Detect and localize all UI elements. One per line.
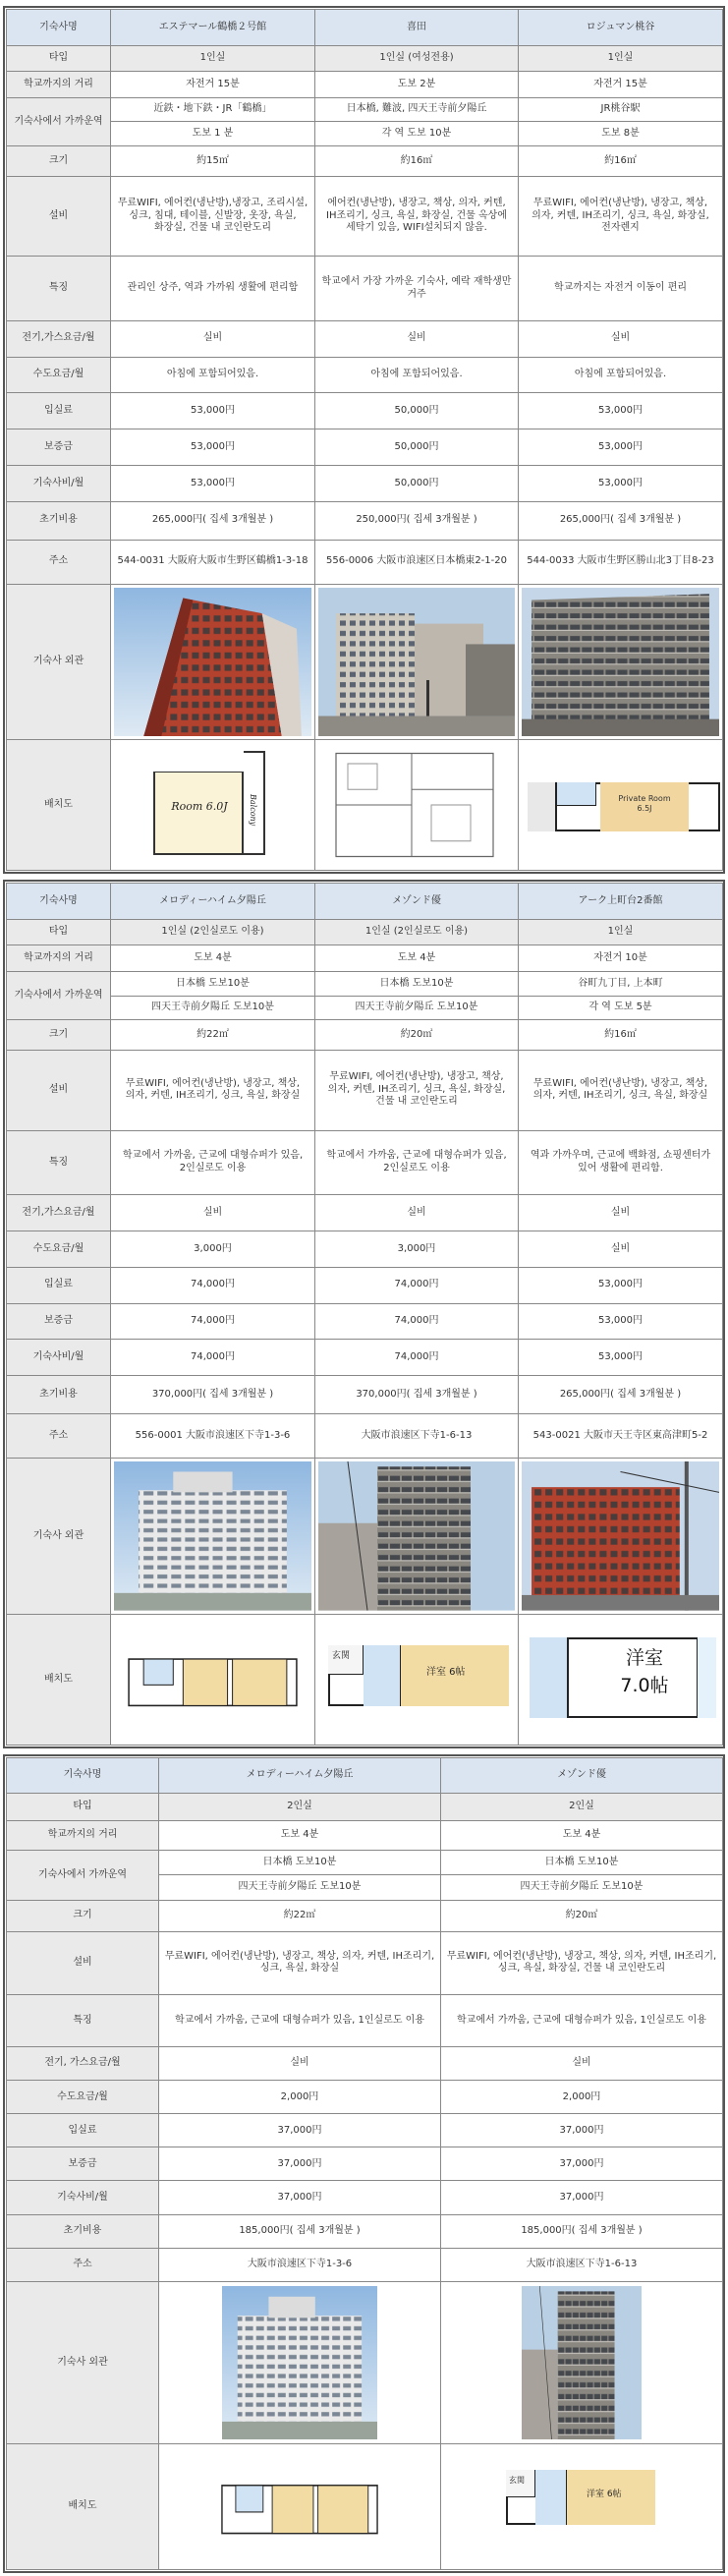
plan-room-label: Room 6.0J <box>171 800 228 814</box>
label-name: 기숙사명 <box>7 1758 159 1794</box>
label-station: 기숙사에서 가까운역 <box>7 972 111 1020</box>
label-initial: 초기비용 <box>7 501 111 540</box>
address: 大阪市浪速区下寺1-3-6 <box>159 2248 441 2281</box>
station-line-2: 각 역 도보 10분 <box>315 122 519 146</box>
building-photo <box>114 588 311 736</box>
row-name <box>7 1758 723 1794</box>
facilities: 무료WIFI, 에어컨(냉난방), 냉장고, 책상, 의자, 커텐, IH조리기, 싱크, 욕실, 화장실, 건물 내 코인란도리 <box>441 1931 723 1994</box>
row-facilities <box>7 176 723 257</box>
station-line-2: 도보 1 분 <box>111 122 315 146</box>
label-deposit: 보증금 <box>7 429 111 466</box>
building-photo <box>318 588 515 736</box>
entry-fee: 74,000円 <box>111 1267 315 1303</box>
station-line-2: 四天王寺前夕陽丘 도보10분 <box>159 1875 441 1901</box>
label-distance: 학교까지의 거리 <box>7 945 111 972</box>
label-station: 기숙사에서 가까운역 <box>7 1850 159 1900</box>
entry-fee: 53,000円 <box>111 393 315 429</box>
exterior-photo-cell <box>315 1459 519 1615</box>
exterior-photo-cell <box>111 584 315 739</box>
row-exterior <box>7 2281 723 2443</box>
row-distance <box>7 1820 723 1850</box>
initial-cost: 185,000円( 집세 3개월분 ) <box>159 2214 441 2248</box>
row-type <box>7 919 723 945</box>
floor-plan-cell <box>315 740 519 871</box>
initial-cost: 265,000円( 집세 3개월분 ) <box>519 1376 723 1414</box>
dorm-name: メゾンド優 <box>315 884 519 920</box>
row-water <box>7 357 723 393</box>
utilities: 실비 <box>159 2047 441 2081</box>
floor-plan <box>208 2448 391 2565</box>
station-line-1: 日本橋, 難波, 四天王寺前夕陽丘 <box>315 97 519 122</box>
label-exterior: 기숙사 외관 <box>7 584 111 739</box>
row-rent <box>7 466 723 502</box>
utilities: 실비 <box>519 320 723 357</box>
entry-fee: 53,000円 <box>519 393 723 429</box>
room-type: 1인실 (2인실로도 이용) <box>111 919 315 945</box>
station-line-1: 近鉄・地下鉄・JR「鶴橋」 <box>111 97 315 122</box>
distance: 자전거 15분 <box>111 72 315 98</box>
water: 3,000円 <box>315 1231 519 1267</box>
label-address: 주소 <box>7 540 111 584</box>
deposit: 53,000円 <box>111 429 315 466</box>
address: 556-0001 大阪市浪速区下寺1-3-6 <box>111 1414 315 1459</box>
room-type: 1인실 <box>519 919 723 945</box>
label-facilities: 설비 <box>7 1050 111 1130</box>
label-deposit: 보증금 <box>7 1303 111 1340</box>
exterior-photo-cell <box>519 1459 723 1615</box>
entry-fee: 53,000円 <box>519 1267 723 1303</box>
plan-room-label: 洋室 6帖 <box>426 1666 466 1678</box>
label-initial: 초기비용 <box>7 2214 159 2248</box>
row-deposit <box>7 429 723 466</box>
label-address: 주소 <box>7 1414 111 1459</box>
floor-plan <box>500 2448 663 2565</box>
building-photo <box>222 2286 377 2439</box>
row-exterior <box>7 1459 723 1615</box>
exterior-photo-cell <box>159 2281 441 2443</box>
label-rent: 기숙사비/월 <box>7 2181 159 2214</box>
station-line-2: 각 역 도보 5분 <box>519 996 723 1020</box>
room-type: 1인실 <box>519 45 723 72</box>
row-name <box>7 10 723 46</box>
deposit: 74,000円 <box>315 1303 519 1340</box>
building-photo <box>114 1461 311 1611</box>
distance: 자전거 10분 <box>519 945 723 972</box>
row-address <box>7 2248 723 2281</box>
floor-plan <box>114 1618 311 1742</box>
rent: 53,000円 <box>111 466 315 502</box>
row-layout <box>7 2443 723 2569</box>
label-size: 크기 <box>7 145 111 176</box>
row-facilities <box>7 1050 723 1130</box>
row-name <box>7 884 723 920</box>
label-utilities: 전기, 가스요금/월 <box>7 2047 159 2081</box>
label-type: 타입 <box>7 919 111 945</box>
floor-plan <box>522 1618 719 1742</box>
floor-plan-cell <box>315 1614 519 1745</box>
deposit: 74,000円 <box>111 1303 315 1340</box>
row-station <box>7 972 723 997</box>
station-line-2: 四天王寺前夕陽丘 도보10분 <box>111 996 315 1020</box>
facilities: 에어컨(냉난방), 냉장고, 책상, 의자, 커텐, IH조리기, 싱크, 욕실, 화장실, 건물 옥상에 세탁기 있음, WIFI설치되지 않음. <box>315 176 519 257</box>
station-line-1: JR桃谷駅 <box>519 97 723 122</box>
exterior-photo-cell <box>315 584 519 739</box>
floor-plan <box>522 743 719 867</box>
row-layout <box>7 740 723 871</box>
size: 約22㎡ <box>111 1020 315 1051</box>
plan-room-label: Private Room 6.5J <box>618 794 671 813</box>
station-line-1: 日本橋 도보10분 <box>315 972 519 997</box>
plan-room-size: 7.0帖 <box>620 1674 669 1696</box>
row-entry <box>7 393 723 429</box>
distance: 도보 4분 <box>159 1820 441 1850</box>
station-line-1: 谷町九丁目, 上本町 <box>519 972 723 997</box>
label-type: 타입 <box>7 1794 159 1821</box>
facilities: 무료WIFI, 에어컨(냉난방), 냉장고, 책상, 의자, 커텐, IH조리기, 싱크, 욕실, 화장실, 건물 내 코인란도리 <box>315 1050 519 1130</box>
label-exterior: 기숙사 외관 <box>7 1459 111 1615</box>
row-type <box>7 1794 723 1821</box>
label-water: 수도요금/월 <box>7 357 111 393</box>
row-utilities <box>7 2047 723 2081</box>
address: 544-0031 大阪府大阪市生野区鶴橋1-3-18 <box>111 540 315 584</box>
row-station-2 <box>7 122 723 146</box>
dorm-table-1 <box>6 9 723 871</box>
room-type: 2인실 <box>159 1794 441 1821</box>
label-layout: 배치도 <box>7 740 111 871</box>
label-size: 크기 <box>7 1900 159 1931</box>
exterior-photo-cell <box>519 584 723 739</box>
row-deposit <box>7 1303 723 1340</box>
building-photo <box>522 2286 642 2439</box>
deposit: 37,000円 <box>441 2147 723 2181</box>
row-utilities <box>7 1195 723 1231</box>
label-name: 기숙사명 <box>7 10 111 46</box>
row-features <box>7 257 723 320</box>
water: 실비 <box>519 1231 723 1267</box>
floor-plan <box>318 1618 515 1742</box>
row-water <box>7 2081 723 2114</box>
row-initial <box>7 501 723 540</box>
features: 학교에서 가장 가까운 기숙사, 예락 재학생만 거주 <box>315 257 519 320</box>
size: 約16㎡ <box>519 1020 723 1051</box>
station-line-1: 日本橋 도보10분 <box>111 972 315 997</box>
dorm-name: ロジュマン桃谷 <box>519 10 723 46</box>
row-water <box>7 1231 723 1267</box>
deposit: 50,000円 <box>315 429 519 466</box>
features: 학교까지는 자전거 이동이 편리 <box>519 257 723 320</box>
initial-cost: 265,000円( 집세 3개월분 ) <box>111 501 315 540</box>
deposit: 53,000円 <box>519 1303 723 1340</box>
address: 大阪市浪速区下寺1-6-13 <box>441 2248 723 2281</box>
size: 約20㎡ <box>315 1020 519 1051</box>
features: 학교에서 가까움, 근교에 대형슈퍼가 있음, 2인실로도 이용 <box>111 1130 315 1194</box>
floor-plan-cell <box>441 2443 723 2569</box>
station-line-2: 도보 8분 <box>519 122 723 146</box>
rent: 37,000円 <box>159 2181 441 2214</box>
utilities: 실비 <box>315 320 519 357</box>
initial-cost: 370,000円( 집세 3개월분 ) <box>111 1376 315 1414</box>
features: 학교에서 가까움, 근교에 대형슈퍼가 있음, 2인실로도 이용 <box>315 1130 519 1194</box>
dorm-name: メゾンド優 <box>441 1758 723 1794</box>
label-utilities: 전기,가스요금/월 <box>7 1195 111 1231</box>
distance: 자전거 15분 <box>519 72 723 98</box>
rent: 50,000円 <box>315 466 519 502</box>
row-address <box>7 1414 723 1459</box>
building-photo <box>522 1461 719 1611</box>
row-size <box>7 1020 723 1051</box>
row-entry <box>7 2114 723 2147</box>
dorm-name: エステマール鶴橋２号館 <box>111 10 315 46</box>
entry-fee: 74,000円 <box>315 1267 519 1303</box>
row-size <box>7 145 723 176</box>
floor-plan-cell <box>519 740 723 871</box>
plan-room-label: 洋室 <box>625 1646 663 1669</box>
floor-plan-cell <box>111 740 315 871</box>
row-address <box>7 540 723 584</box>
size: 約20㎡ <box>441 1900 723 1931</box>
row-station <box>7 97 723 122</box>
row-utilities <box>7 320 723 357</box>
plan-genkan-label: 玄関 <box>332 1650 351 1661</box>
distance: 도보 4분 <box>315 945 519 972</box>
label-size: 크기 <box>7 1020 111 1051</box>
label-rent: 기숙사비/월 <box>7 466 111 502</box>
station-line-1: 日本橋 도보10분 <box>159 1850 441 1875</box>
label-features: 특징 <box>7 1130 111 1194</box>
label-features: 특징 <box>7 257 111 320</box>
dorm-name: アーク上町台2番館 <box>519 884 723 920</box>
utilities: 실비 <box>441 2047 723 2081</box>
label-station: 기숙사에서 가까운역 <box>7 97 111 145</box>
entry-fee: 50,000円 <box>315 393 519 429</box>
row-initial <box>7 2214 723 2248</box>
facilities: 무료WIFI, 에어컨(냉난방),냉장고, 조리시설, 싱크, 침대, 테이블, 신발장, 옷장, 욕실, 화장실, 건물 내 코인란도리 <box>111 176 315 257</box>
label-layout: 배치도 <box>7 1614 111 1745</box>
features: 역과 가까우며, 근교에 백화점, 쇼핑센터가 있어 생활에 편리함. <box>519 1130 723 1194</box>
dorm-table-3 <box>6 1757 723 2570</box>
floor-plan <box>318 743 515 867</box>
rent: 74,000円 <box>315 1340 519 1376</box>
plan-balcony-label: Balcony <box>249 794 257 827</box>
size: 約22㎡ <box>159 1900 441 1931</box>
label-distance: 학교까지의 거리 <box>7 72 111 98</box>
features: 학교에서 가까움, 근교에 대형슈퍼가 있음, 1인실로도 이용 <box>159 1994 441 2046</box>
water: 아침에 포함되어있음. <box>111 357 315 393</box>
station-line-2: 四天王寺前夕陽丘 도보10분 <box>441 1875 723 1901</box>
row-distance <box>7 72 723 98</box>
dorm-name: メロディーハイム夕陽丘 <box>159 1758 441 1794</box>
station-line-1: 日本橋 도보10분 <box>441 1850 723 1875</box>
deposit: 53,000円 <box>519 429 723 466</box>
water: 2,000円 <box>159 2081 441 2114</box>
features: 관리인 상주, 역과 가까워 생활에 편리함 <box>111 257 315 320</box>
dorm-name: 喜田 <box>315 10 519 46</box>
dorm-name: メロディーハイム夕陽丘 <box>111 884 315 920</box>
row-layout <box>7 1614 723 1745</box>
features: 학교에서 가까움, 근교에 대형슈퍼가 있음, 1인실로도 이용 <box>441 1994 723 2046</box>
label-entry: 입실료 <box>7 2114 159 2147</box>
label-name: 기숙사명 <box>7 884 111 920</box>
address: 543-0021 大阪市天王寺区東高津町5-2 <box>519 1414 723 1459</box>
station-line-2: 四天王寺前夕陽丘 도보10분 <box>315 996 519 1020</box>
initial-cost: 265,000円( 집세 3개월분 ) <box>519 501 723 540</box>
label-entry: 입실료 <box>7 393 111 429</box>
label-facilities: 설비 <box>7 1931 159 1994</box>
distance: 도보 2분 <box>315 72 519 98</box>
room-type: 2인실 <box>441 1794 723 1821</box>
row-rent <box>7 1340 723 1376</box>
row-exterior <box>7 584 723 739</box>
row-size <box>7 1900 723 1931</box>
label-address: 주소 <box>7 2248 159 2281</box>
floor-plan-cell <box>519 1614 723 1745</box>
row-facilities <box>7 1931 723 1994</box>
label-entry: 입실료 <box>7 1267 111 1303</box>
initial-cost: 185,000円( 집세 3개월분 ) <box>441 2214 723 2248</box>
room-type: 1인실 (2인실로도 이용) <box>315 919 519 945</box>
row-type <box>7 45 723 72</box>
label-utilities: 전기,가스요금/월 <box>7 320 111 357</box>
building-photo <box>522 588 719 736</box>
exterior-photo-cell <box>111 1459 315 1615</box>
water: 2,000円 <box>441 2081 723 2114</box>
rent: 53,000円 <box>519 1340 723 1376</box>
label-exterior: 기숙사 외관 <box>7 2281 159 2443</box>
facilities: 무료WIFI, 에어컨(냉난방), 냉장고, 책상, 의자, 커텐, IH조리기, 싱크, 욕실, 화장실 <box>519 1050 723 1130</box>
label-water: 수도요금/월 <box>7 1231 111 1267</box>
row-entry <box>7 1267 723 1303</box>
utilities: 실비 <box>315 1195 519 1231</box>
label-facilities: 설비 <box>7 176 111 257</box>
row-initial <box>7 1376 723 1414</box>
facilities: 무료WIFI, 에어컨(냉난방), 냉장고, 책상, 의자, 커텐, IH조리기, 싱크, 욕실, 화장실 <box>111 1050 315 1130</box>
size: 約16㎡ <box>519 145 723 176</box>
row-features <box>7 1994 723 2046</box>
rent: 53,000円 <box>519 466 723 502</box>
size: 約16㎡ <box>315 145 519 176</box>
facilities: 무료WIFI, 에어컨(냉난방), 냉장고, 책상, 의자, 커텐, IH조리기, 싱크, 욕실, 화장실, 전자렌지 <box>519 176 723 257</box>
label-water: 수도요금/월 <box>7 2081 159 2114</box>
label-type: 타입 <box>7 45 111 72</box>
plan-genkan-label: 玄関 <box>509 2475 525 2485</box>
water: 아침에 포함되어있음. <box>315 357 519 393</box>
initial-cost: 370,000円( 집세 3개월분 ) <box>315 1376 519 1414</box>
facilities: 무료WIFI, 에어컨(냉난방), 냉장고, 책상, 의자, 커텐, IH조리기, 싱크, 욕실, 화장실 <box>159 1931 441 1994</box>
size: 約15㎡ <box>111 145 315 176</box>
distance: 도보 4분 <box>441 1820 723 1850</box>
distance: 도보 4분 <box>111 945 315 972</box>
label-initial: 초기비용 <box>7 1376 111 1414</box>
water: 3,000円 <box>111 1231 315 1267</box>
floor-plan <box>114 743 311 867</box>
exterior-photo-cell <box>441 2281 723 2443</box>
water: 아침에 포함되어있음. <box>519 357 723 393</box>
label-layout: 배치도 <box>7 2443 159 2569</box>
initial-cost: 250,000円( 집세 3개월분 ) <box>315 501 519 540</box>
floor-plan-cell <box>159 2443 441 2569</box>
label-features: 특징 <box>7 1994 159 2046</box>
utilities: 실비 <box>519 1195 723 1231</box>
label-deposit: 보증금 <box>7 2147 159 2181</box>
address: 大阪市浪速区下寺1-6-13 <box>315 1414 519 1459</box>
deposit: 37,000円 <box>159 2147 441 2181</box>
floor-plan-cell <box>111 1614 315 1745</box>
row-deposit <box>7 2147 723 2181</box>
address: 556-0006 大阪市浪速区日本橋東2-1-20 <box>315 540 519 584</box>
entry-fee: 37,000円 <box>441 2114 723 2147</box>
utilities: 실비 <box>111 320 315 357</box>
row-rent <box>7 2181 723 2214</box>
rent: 74,000円 <box>111 1340 315 1376</box>
row-features <box>7 1130 723 1194</box>
row-station <box>7 1850 723 1875</box>
building-photo <box>318 1461 515 1611</box>
address: 544-0033 大阪市生野区勝山北3丁目8-23 <box>519 540 723 584</box>
room-type: 1인실 <box>111 45 315 72</box>
rent: 37,000円 <box>441 2181 723 2214</box>
dorm-table-2 <box>6 883 723 1746</box>
label-rent: 기숙사비/월 <box>7 1340 111 1376</box>
room-type: 1인실 (여성전용) <box>315 45 519 72</box>
row-station-2 <box>7 996 723 1020</box>
plan-room-label: 洋室 6帖 <box>587 2489 622 2499</box>
row-distance <box>7 945 723 972</box>
entry-fee: 37,000円 <box>159 2114 441 2147</box>
label-distance: 학교까지의 거리 <box>7 1820 159 1850</box>
utilities: 실비 <box>111 1195 315 1231</box>
